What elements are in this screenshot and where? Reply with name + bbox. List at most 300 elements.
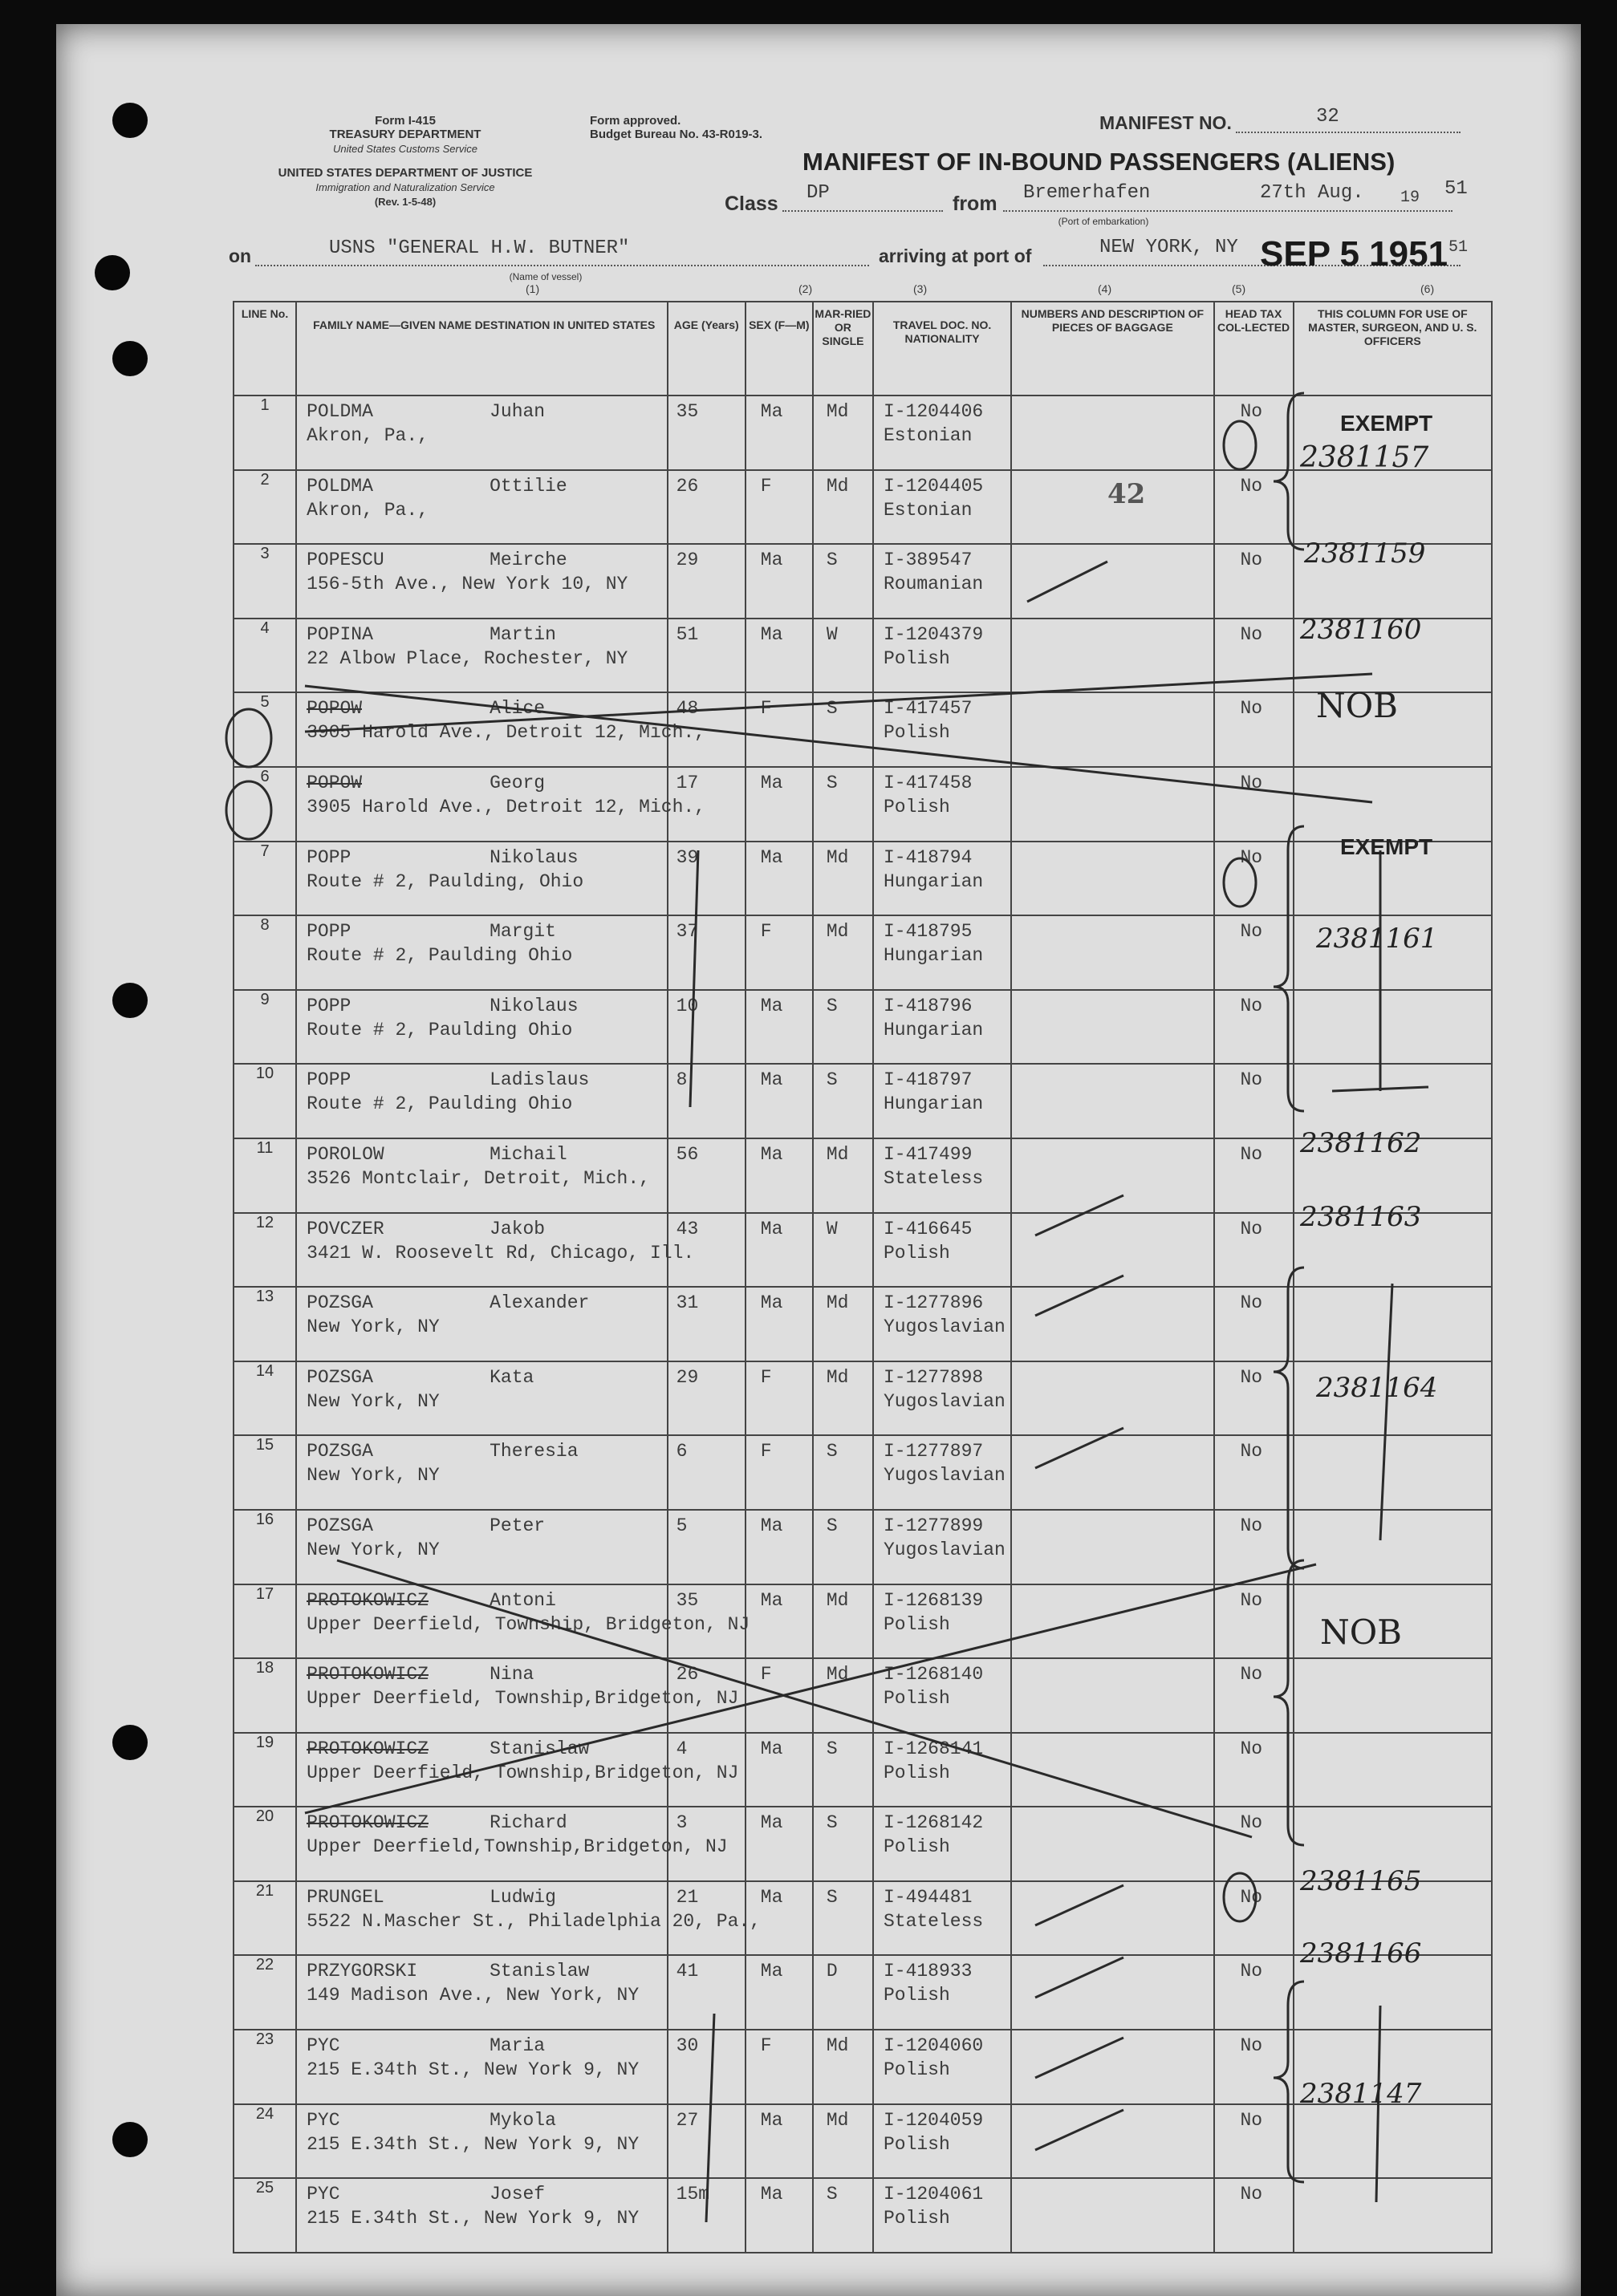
sex: Ma (760, 2109, 783, 2131)
family-name: POPP (307, 995, 351, 1016)
destination: 3421 W. Roosevelt Rd, Chicago, Ill. (307, 1242, 695, 1264)
sex: Ma (760, 1738, 783, 1759)
port-embarkation-note: (Port of embarkation) (1058, 216, 1149, 227)
travel-doc-no: I-417457 (883, 698, 973, 720)
travel-doc-no: I-417458 (883, 772, 973, 793)
table-row (234, 1658, 1492, 1733)
table-row (234, 1584, 1492, 1659)
dept-treasury: TREASURY DEPARTMENT (329, 128, 481, 141)
family-name: PYC (307, 2035, 340, 2057)
destination: Akron, Pa., (307, 425, 429, 446)
age: 17 (676, 772, 699, 793)
age: 3 (676, 1812, 688, 1834)
sex: Ma (760, 2184, 783, 2205)
family-name: POZSGA (307, 1366, 373, 1388)
officer-number: 2381163 (1300, 1201, 1422, 1233)
given-name: Georg (490, 772, 546, 793)
travel-doc-no: I-1204379 (883, 623, 984, 645)
budget-bureau: Budget Bureau No. 43-R019-3. (590, 128, 763, 141)
age: 26 (676, 475, 699, 497)
line-number: 5 (260, 693, 270, 712)
age: 43 (676, 1218, 699, 1239)
age: 35 (676, 1589, 699, 1611)
punch-hole (112, 1725, 148, 1760)
destination: 22 Albow Place, Rochester, NY (307, 647, 628, 669)
family-name: PRZYGORSKI (307, 1961, 418, 1982)
line-number: 3 (260, 545, 270, 563)
destination: New York, NY (307, 1539, 440, 1560)
line-number: 4 (260, 619, 270, 637)
age: 21 (676, 1886, 699, 1908)
punch-hole (112, 341, 148, 376)
travel-doc-no: I-1277898 (883, 1366, 984, 1388)
sex: F (760, 1366, 772, 1388)
table-row (234, 1361, 1492, 1436)
family-name: POLDMA (307, 475, 373, 497)
family-name: POZSGA (307, 1292, 373, 1314)
head-tax: No (1240, 921, 1263, 943)
line-number: 14 (255, 1361, 274, 1380)
head-tax: No (1240, 401, 1263, 422)
given-name: Alexander (490, 1292, 590, 1314)
arrival-port: NEW YORK, NY (1099, 237, 1238, 258)
punch-hole (112, 2122, 148, 2157)
head-tax: No (1240, 2035, 1263, 2057)
sex: Ma (760, 1961, 783, 1982)
head-tax: No (1240, 1218, 1263, 1239)
dept-justice: UNITED STATES DEPARTMENT OF JUSTICE (278, 166, 533, 180)
given-name: Ladislaus (490, 1069, 590, 1091)
travel-doc-no: I-418795 (883, 921, 973, 943)
head-tax: No (1240, 1738, 1263, 1759)
family-name: PROTOKOWICZ (307, 1589, 429, 1611)
marital-status: Md (826, 1143, 849, 1165)
head-tax: No (1240, 1589, 1263, 1611)
table-row (234, 842, 1492, 916)
destination: New York, NY (307, 1316, 440, 1338)
head-tax: No (1240, 1143, 1263, 1165)
header-travel-doc: TRAVEL DOC. NO. NATIONALITY (873, 302, 1011, 396)
officer-number: 2381160 (1300, 614, 1422, 646)
header-sex: SEX (F—M) (746, 302, 813, 396)
line-number: 10 (255, 1065, 274, 1083)
travel-doc-no: I-417499 (883, 1143, 973, 1165)
destination: Route # 2, Paulding Ohio (307, 945, 573, 967)
nationality: Polish (883, 1688, 950, 1710)
table-row (234, 470, 1492, 545)
dept-treasury-sub: United States Customs Service (333, 143, 477, 155)
head-tax: No (1240, 1292, 1263, 1314)
sex: F (760, 698, 772, 720)
nationality: Polish (883, 1613, 950, 1635)
table-row (234, 915, 1492, 990)
marital-status: Md (826, 1589, 849, 1611)
officer-number: 2381157 (1300, 441, 1429, 474)
travel-doc-no: I-1268142 (883, 1812, 984, 1834)
head-tax: No (1240, 2184, 1263, 2205)
revision: (Rev. 1-5-48) (374, 196, 437, 208)
table-row (234, 1287, 1492, 1361)
year-value: 51 (1444, 178, 1468, 200)
from-line (1003, 210, 1452, 212)
age: 8 (676, 1069, 688, 1091)
destination: New York, NY (307, 1390, 440, 1412)
arrival-year: 51 (1448, 238, 1469, 257)
nationality: Hungarian (883, 870, 984, 892)
sex: Ma (760, 1218, 783, 1239)
family-name: POPP (307, 1069, 351, 1091)
punch-hole (95, 255, 130, 290)
nationality: Polish (883, 796, 950, 817)
punch-hole (112, 103, 148, 138)
age: 4 (676, 1738, 688, 1759)
destination: 215 E.34th St., New York 9, NY (307, 2059, 640, 2081)
table-row (234, 544, 1492, 619)
line-number: 13 (255, 1288, 274, 1306)
line-number: 16 (255, 1510, 274, 1528)
line-number: 23 (255, 2030, 274, 2049)
sex: Ma (760, 1292, 783, 1314)
line-number: 15 (255, 1436, 274, 1454)
family-name: POLDMA (307, 401, 373, 422)
marital-status: S (826, 1515, 838, 1536)
marital-status: Md (826, 1292, 849, 1314)
given-name: Ottilie (490, 475, 567, 497)
family-name: PYC (307, 2184, 340, 2205)
destination: Upper Deerfield, Township,Bridgeton, NJ (307, 1762, 739, 1783)
date-value: 27th Aug. (1260, 182, 1364, 204)
head-tax: No (1240, 1961, 1263, 1982)
marital-status: S (826, 2184, 838, 2205)
arriving-label: arriving at port of (879, 245, 1032, 266)
head-tax: No (1240, 1886, 1263, 1908)
travel-doc-no: I-1204405 (883, 475, 984, 497)
age: 29 (676, 550, 699, 571)
col-num-5: (5) (1232, 282, 1246, 295)
age: 30 (676, 2035, 699, 2057)
sex: Ma (760, 995, 783, 1016)
nationality: Hungarian (883, 1093, 984, 1115)
head-tax: No (1240, 1441, 1263, 1462)
nationality: Yugoslavian (883, 1390, 1006, 1412)
sex: Ma (760, 550, 783, 571)
sex: F (760, 2035, 772, 2057)
destination: 215 E.34th St., New York 9, NY (307, 2208, 640, 2229)
marital-status: S (826, 772, 838, 793)
given-name: Peter (490, 1515, 546, 1536)
given-name: Nina (490, 1664, 534, 1685)
sex: Ma (760, 623, 783, 645)
given-name: Kata (490, 1366, 534, 1388)
table-row (234, 767, 1492, 842)
given-name: Richard (490, 1812, 567, 1834)
nationality: Polish (883, 1985, 950, 2006)
marital-status: W (826, 623, 838, 645)
family-name: POPESCU (307, 550, 384, 571)
col-num-6: (6) (1420, 282, 1435, 295)
destination: Route # 2, Paulding Ohio (307, 1019, 573, 1041)
col-num-1: (1) (526, 282, 540, 295)
nob-mark-1: NOB (1316, 686, 1399, 725)
form-number: Form I-415 (375, 114, 436, 128)
travel-doc-no: I-494481 (883, 1886, 973, 1908)
table-header-row (234, 302, 1492, 396)
age: 10 (676, 995, 699, 1016)
marital-status: S (826, 1738, 838, 1759)
header-head-tax: HEAD TAX COL-LECTED (1214, 302, 1294, 396)
travel-doc-no: I-418794 (883, 846, 973, 868)
line-number: 11 (256, 1138, 274, 1157)
table-row (234, 1733, 1492, 1807)
sex: Ma (760, 1515, 783, 1536)
nationality: Polish (883, 2133, 950, 2155)
family-name: POPP (307, 846, 351, 868)
sex: Ma (760, 401, 783, 422)
marital-status: Md (826, 2035, 849, 2057)
line-number: 20 (255, 1807, 274, 1826)
line-number: 2 (260, 470, 270, 489)
head-tax: No (1240, 1664, 1263, 1685)
travel-doc-no: I-416645 (883, 1218, 973, 1239)
head-tax: No (1240, 2109, 1263, 2131)
line-number: 22 (255, 1956, 274, 1974)
nationality: Yugoslavian (883, 1465, 1006, 1487)
family-name: POPINA (307, 623, 373, 645)
line-number: 21 (255, 1881, 274, 1900)
sex: Ma (760, 1812, 783, 1834)
age: 27 (676, 2109, 699, 2131)
age: 39 (676, 846, 699, 868)
line-number: 7 (260, 842, 270, 860)
travel-doc-no: I-1277896 (883, 1292, 984, 1314)
header-married: MAR-RIED OR SINGLE (813, 302, 873, 396)
sex: F (760, 1441, 772, 1462)
nationality: Stateless (883, 1910, 984, 1932)
travel-doc-no: I-1268139 (883, 1589, 984, 1611)
sex: F (760, 921, 772, 943)
age: 31 (676, 1292, 699, 1314)
nationality: Stateless (883, 1167, 984, 1189)
marital-status: Md (826, 475, 849, 497)
marital-status: Md (826, 2109, 849, 2131)
line-number: 6 (260, 767, 270, 785)
from-label: from (953, 193, 997, 215)
manifest-no-label: MANIFEST NO. (1099, 112, 1232, 133)
age: 15m (676, 2184, 710, 2205)
nationality: Roumanian (883, 574, 984, 595)
destination: Route # 2, Paulding, Ohio (307, 870, 584, 892)
destination: Upper Deerfield,Township,Bridgeton, NJ (307, 1836, 728, 1858)
destination: 156-5th Ave., New York 10, NY (307, 574, 628, 595)
destination: 149 Madison Ave., New York, NY (307, 1985, 640, 2006)
family-name: POPP (307, 921, 351, 943)
table-row (234, 1435, 1492, 1510)
travel-doc-no: I-389547 (883, 550, 973, 571)
sex: Ma (760, 1886, 783, 1908)
punch-hole (112, 983, 148, 1018)
col-num-2: (2) (798, 282, 813, 295)
nationality: Yugoslavian (883, 1539, 1006, 1560)
marital-status: W (826, 1218, 838, 1239)
head-tax: No (1240, 772, 1263, 793)
given-name: Margit (490, 921, 556, 943)
age: 51 (676, 623, 699, 645)
sex: Ma (760, 1143, 783, 1165)
baggage-count: 42 (1107, 478, 1146, 510)
nationality: Hungarian (883, 945, 984, 967)
nationality: Hungarian (883, 1019, 984, 1041)
head-tax: No (1240, 475, 1263, 497)
head-tax: No (1240, 698, 1263, 720)
travel-doc-no: I-1268140 (883, 1664, 984, 1685)
arrival-stamp: SEP 5 1951 (1260, 234, 1448, 274)
col-num-3: (3) (913, 282, 928, 295)
on-label: on (229, 245, 252, 266)
year-prefix: 19 (1400, 189, 1420, 207)
vessel-line (255, 265, 869, 266)
destination: 215 E.34th St., New York 9, NY (307, 2133, 640, 2155)
exempt-stamp-2: EXEMPT (1340, 834, 1433, 859)
line-number: 24 (255, 2104, 274, 2123)
line-number: 17 (255, 1584, 274, 1603)
family-name: POPOW (307, 772, 363, 793)
given-name: Martin (490, 623, 556, 645)
marital-status: S (826, 1069, 838, 1091)
officer-number: 2381164 (1316, 1372, 1438, 1404)
nationality: Polish (883, 2208, 950, 2229)
travel-doc-no: I-1277897 (883, 1441, 984, 1462)
destination: New York, NY (307, 1465, 440, 1487)
head-tax: No (1240, 550, 1263, 571)
marital-status: Md (826, 846, 849, 868)
vessel-note: (Name of vessel) (509, 271, 583, 282)
sex: F (760, 1664, 772, 1685)
head-tax: No (1240, 995, 1263, 1016)
class-line (782, 210, 943, 212)
marital-status: S (826, 1812, 838, 1834)
family-name: POPOW (307, 698, 363, 720)
given-name: Stanislaw (490, 1961, 590, 1982)
travel-doc-no: I-418797 (883, 1069, 973, 1091)
header-age: AGE (Years) (668, 302, 746, 396)
age: 26 (676, 1664, 699, 1685)
line-number: 8 (260, 916, 270, 935)
header-officer-use: THIS COLUMN FOR USE OF MASTER, SURGEON, AND U. S. OFFICERS (1294, 302, 1492, 396)
destination: Upper Deerfield, Township,Bridgeton, NJ (307, 1688, 739, 1710)
age: 6 (676, 1441, 688, 1462)
sex: F (760, 475, 772, 497)
nationality: Estonian (883, 425, 973, 446)
family-name: PROTOKOWICZ (307, 1738, 429, 1759)
given-name: Stanislaw (490, 1738, 590, 1759)
marital-status: S (826, 550, 838, 571)
table-row (234, 1510, 1492, 1584)
family-name: PRUNGEL (307, 1886, 384, 1908)
destination: 3905 Harold Ave., Detroit 12, Mich., (307, 722, 705, 744)
destination: Route # 2, Paulding Ohio (307, 1093, 573, 1115)
travel-doc-no: I-1268141 (883, 1738, 984, 1759)
given-name: Mykola (490, 2109, 556, 2131)
family-name: POVCZER (307, 1218, 384, 1239)
nationality: Polish (883, 2059, 950, 2081)
age: 37 (676, 921, 699, 943)
marital-status: S (826, 995, 838, 1016)
head-tax: No (1240, 623, 1263, 645)
given-name: Antoni (490, 1589, 556, 1611)
age: 48 (676, 698, 699, 720)
age: 56 (676, 1143, 699, 1165)
officer-number: 2381159 (1304, 537, 1426, 570)
marital-status: D (826, 1961, 838, 1982)
head-tax: No (1240, 1366, 1263, 1388)
travel-doc-no: I-418933 (883, 1961, 973, 1982)
line-number: 9 (260, 990, 270, 1008)
officer-number: 2381165 (1300, 1865, 1422, 1897)
age: 41 (676, 1961, 699, 1982)
marital-status: S (826, 1441, 838, 1462)
given-name: Nikolaus (490, 995, 579, 1016)
family-name: POZSGA (307, 1515, 373, 1536)
destination: Akron, Pa., (307, 499, 429, 521)
dept-justice-sub: Immigration and Naturalization Service (315, 181, 495, 193)
sex: Ma (760, 846, 783, 868)
officer-number: 2381147 (1300, 2078, 1422, 2110)
age: 35 (676, 401, 699, 422)
destination: 3905 Harold Ave., Detroit 12, Mich., (307, 796, 705, 817)
nationality: Polish (883, 1836, 950, 1858)
nationality: Polish (883, 647, 950, 669)
table-row (234, 990, 1492, 1065)
marital-status: S (826, 1886, 838, 1908)
officer-number: 2381161 (1316, 923, 1438, 955)
given-name: Juhan (490, 401, 546, 422)
marital-status: Md (826, 1664, 849, 1685)
table-row (234, 692, 1492, 767)
family-name: PROTOKOWICZ (307, 1664, 429, 1685)
class-value: DP (806, 182, 830, 204)
travel-doc-no: I-1204061 (883, 2184, 984, 2205)
manifest-no-line (1236, 132, 1461, 133)
given-name: Michail (490, 1143, 567, 1165)
form-approved: Form approved. (590, 114, 681, 128)
sex: Ma (760, 772, 783, 793)
travel-doc-no: I-1204059 (883, 2109, 984, 2131)
marital-status: Md (826, 401, 849, 422)
age: 5 (676, 1515, 688, 1536)
given-name: Alice (490, 698, 546, 720)
given-name: Meirche (490, 550, 567, 571)
manifest-title: MANIFEST OF IN-BOUND PASSENGERS (ALIENS) (802, 148, 1396, 176)
officer-number: 2381162 (1300, 1127, 1422, 1159)
family-name: POZSGA (307, 1441, 373, 1462)
given-name: Jakob (490, 1218, 546, 1239)
given-name: Maria (490, 2035, 546, 2057)
given-name: Ludwig (490, 1886, 556, 1908)
head-tax: No (1240, 1812, 1263, 1834)
destination: 5522 N.Mascher St., Philadelphia 20, Pa., (307, 1910, 761, 1932)
marital-status: S (826, 698, 838, 720)
line-number: 25 (255, 2179, 274, 2197)
header-name: FAMILY NAME—GIVEN NAME DESTINATION IN UNITED STATES (296, 302, 668, 396)
given-name: Nikolaus (490, 846, 579, 868)
from-value: Bremerhafen (1023, 182, 1151, 204)
head-tax: No (1240, 1515, 1263, 1536)
travel-doc-no: I-1277899 (883, 1515, 984, 1536)
head-tax: No (1240, 1069, 1263, 1091)
family-name: POROLOW (307, 1143, 384, 1165)
travel-doc-no: I-1204060 (883, 2035, 984, 2057)
manifest-no: 32 (1316, 106, 1339, 128)
